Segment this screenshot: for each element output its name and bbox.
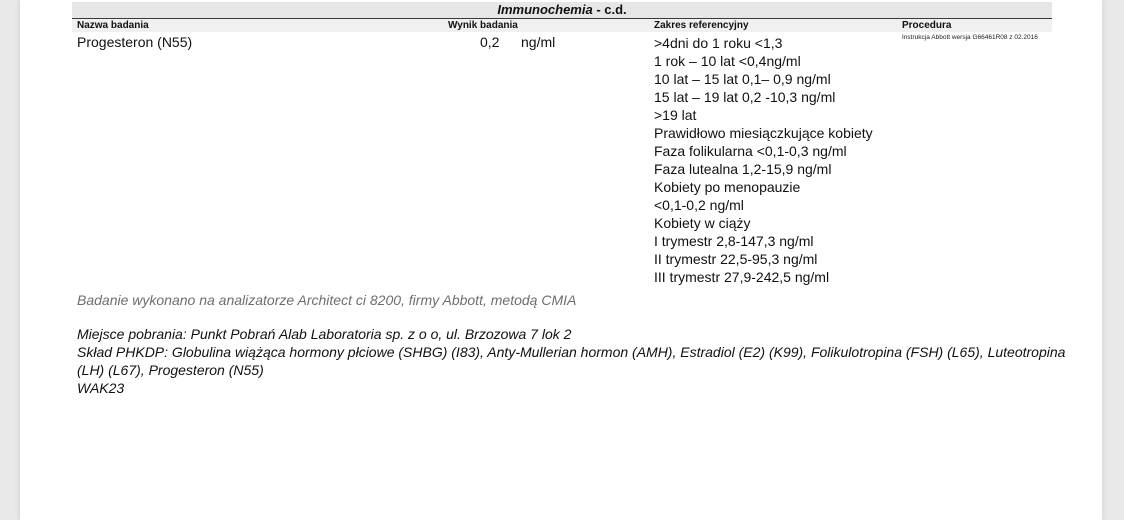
reference-range-line: >4dni do 1 roku <1,3 bbox=[654, 35, 783, 51]
reference-range-line: Faza lutealna 1,2-15,9 ng/ml bbox=[654, 161, 832, 177]
reference-range-line: III trymestr 27,9-242,5 ng/ml bbox=[654, 269, 830, 285]
column-header-range: Zakres referencyjny bbox=[654, 20, 749, 31]
column-header-result: Wynik badania bbox=[448, 20, 518, 31]
reference-range-line: 15 lat – 19 lat 0,2 -10,3 ng/ml bbox=[654, 89, 836, 105]
reference-range-line: Kobiety w ciąży bbox=[654, 215, 751, 231]
reference-range-line: Prawidłowo miesiączkujące kobiety bbox=[654, 125, 873, 141]
analyzer-note: Badanie wykonano na analizatorze Architect ci 8200, firmy Abbott, metodą CMIA bbox=[77, 292, 577, 308]
reference-range-line: Faza folikularna <0,1-0,3 ng/ml bbox=[654, 143, 847, 159]
panel-composition: Skład PHKDP: Globulina wiążąca hormony płciowe (SHBG) (I83), Anty-Mullerian hormon (AMH), Estradiol (E2) (K99), Folikulotropina (FSH) (L65), Luteotropina (LH) (L67), Progesteron (N55) bbox=[77, 344, 1066, 378]
reference-range-line: 10 lat – 15 lat 0,1– 0,9 ng/ml bbox=[654, 71, 831, 87]
test-name: Progesteron (N55) bbox=[77, 34, 193, 50]
reference-range-list bbox=[654, 34, 873, 286]
section-header bbox=[72, 2, 1052, 19]
section-title-suffix: - c.d. bbox=[592, 2, 627, 17]
footer-info bbox=[77, 325, 1067, 397]
reference-range-line: 1 rok – 10 lat <0,4ng/ml bbox=[654, 53, 801, 69]
reference-range-line: >19 lat bbox=[654, 107, 697, 123]
reference-range-line: <0,1-0,2 ng/ml bbox=[654, 197, 744, 213]
reference-range-line: II trymestr 22,5-95,3 ng/ml bbox=[654, 251, 818, 267]
procedure-reference: Instrukcja Abbott wersja G66461R08 z 02.2016 bbox=[902, 34, 1038, 41]
reference-range-line: I trymestr 2,8-147,3 ng/ml bbox=[654, 233, 814, 249]
result-unit: ng/ml bbox=[521, 34, 556, 50]
column-headers bbox=[72, 19, 1052, 32]
collection-location: Miejsce pobrania: Punkt Pobrań Alab Laboratoria sp. z o o, ul. Brzozowa 7 lok 2 bbox=[77, 326, 572, 342]
document-page bbox=[20, 0, 1102, 520]
panel-code: WAK23 bbox=[77, 380, 125, 396]
result-value: 0,2 bbox=[480, 34, 500, 50]
reference-range-line: Kobiety po menopauzie bbox=[654, 179, 801, 195]
section-title: Immunochemia bbox=[497, 2, 593, 17]
column-header-procedure: Procedura bbox=[902, 20, 952, 31]
column-header-name: Nazwa badania bbox=[77, 20, 149, 31]
